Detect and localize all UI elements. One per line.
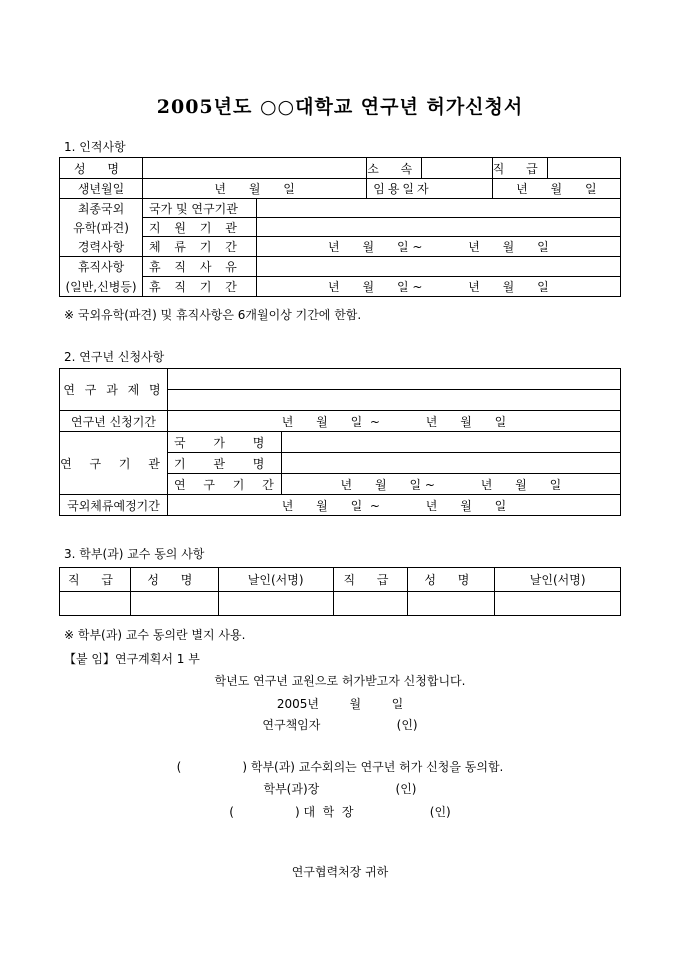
birth-label: 생년월일: [60, 179, 143, 199]
affiliation-label: 소 속: [367, 158, 422, 179]
section1-heading: 1. 인적사항: [64, 140, 126, 154]
section1-note: ※ 국외유학(파견) 및 휴직사항은 6개월이상 기간에 한함.: [64, 308, 362, 322]
name-field[interactable]: [143, 158, 367, 179]
support-label: 지 원 기 관: [143, 218, 257, 237]
position-field-1[interactable]: [60, 592, 131, 616]
country-label: 국 가 명: [167, 432, 281, 453]
consent-text: ( ) 학부(과) 교수회의는 연구년 허가 신청을 동의함.: [176, 760, 504, 774]
topic-field-1[interactable]: [167, 369, 620, 390]
final-label-1: 최종국외: [60, 199, 143, 218]
final-label-2: 유학(파견): [60, 218, 143, 237]
section2-heading: 2. 연구년 신청사항: [64, 350, 165, 364]
date-line: 2005년 월 일: [276, 697, 404, 711]
personal-info-table: [59, 157, 621, 297]
seal-field-2[interactable]: [495, 592, 621, 616]
birth-field[interactable]: 년 월 일: [143, 179, 367, 199]
appoint-label: 임용일자: [367, 179, 492, 199]
applicant-line: 연구책임자 (인): [262, 718, 418, 732]
col-name-1: 성 명: [130, 568, 218, 592]
col-position-1: 직 급: [60, 568, 131, 592]
final-label-3: 경력사항: [60, 237, 143, 257]
period-label: 연구년 신청기간: [60, 411, 168, 432]
stay-plan-field[interactable]: 년 월 일 ~ 년 월 일: [167, 495, 620, 516]
stay-label: 체 류 기 간: [143, 237, 257, 257]
affiliation-field[interactable]: [422, 158, 492, 179]
topic-label: 연 구 과 제 명: [60, 369, 168, 411]
attachment-line: 【붙 임】연구계획서 1 부: [64, 652, 200, 666]
position-field-2[interactable]: [333, 592, 408, 616]
stay-field[interactable]: 년 월 일 ~ 년 월 일: [256, 237, 620, 257]
period-field[interactable]: 년 월 일 ~ 년 월 일: [167, 411, 620, 432]
recipient-line: 연구협력처장 귀하: [291, 865, 389, 879]
research-request-table: [59, 368, 621, 516]
col-seal-1: 날인(서명): [218, 568, 333, 592]
leave-reason-label: 휴 직 사 유: [143, 257, 257, 277]
col-seal-2: 날인(서명): [495, 568, 621, 592]
request-text: 학년도 연구년 교원으로 허가받고자 신청합니다.: [214, 674, 466, 688]
page-title: 2005년도 ○○대학교 연구년 허가신청서: [156, 96, 524, 118]
support-field[interactable]: [256, 218, 620, 237]
inst-name-label: 기 관 명: [167, 453, 281, 474]
col-position-2: 직 급: [333, 568, 408, 592]
leave-label-1: 휴직사항: [60, 257, 143, 277]
name-label: 성 명: [60, 158, 143, 179]
dept-head-line: 학부(과)장 (인): [263, 782, 417, 796]
leave-reason-field[interactable]: [256, 257, 620, 277]
inst-name-field[interactable]: [281, 453, 620, 474]
country-inst-label: 국가 및 연구기관: [143, 199, 257, 218]
research-period-label: 연 구 기 간: [167, 474, 281, 495]
position-label: 직 급: [492, 158, 547, 179]
col-name-2: 성 명: [408, 568, 495, 592]
leave-period-field[interactable]: 년 월 일 ~ 년 월 일: [256, 277, 620, 297]
name-field-1[interactable]: [130, 592, 218, 616]
position-field[interactable]: [547, 158, 620, 179]
leave-period-label: 휴 직 기 간: [143, 277, 257, 297]
research-period-field[interactable]: 년 월 일 ~ 년 월 일: [281, 474, 620, 495]
topic-field-2[interactable]: [167, 390, 620, 411]
dean-line: ( ) 대 학 장 (인): [229, 805, 451, 819]
inst-label: 연 구 기 관: [60, 432, 168, 495]
section3-note: ※ 학부(과) 교수 동의란 별지 사용.: [64, 628, 246, 642]
country-field[interactable]: [281, 432, 620, 453]
seal-field-1[interactable]: [218, 592, 333, 616]
name-field-2[interactable]: [408, 592, 495, 616]
consent-table: [59, 567, 621, 616]
stay-plan-label: 국외체류예정기간: [60, 495, 168, 516]
appoint-field[interactable]: 년 월 일: [492, 179, 620, 199]
section3-heading: 3. 학부(과) 교수 동의 사항: [64, 547, 205, 561]
country-inst-field[interactable]: [256, 199, 620, 218]
leave-label-2: (일반,신병등): [60, 277, 143, 297]
